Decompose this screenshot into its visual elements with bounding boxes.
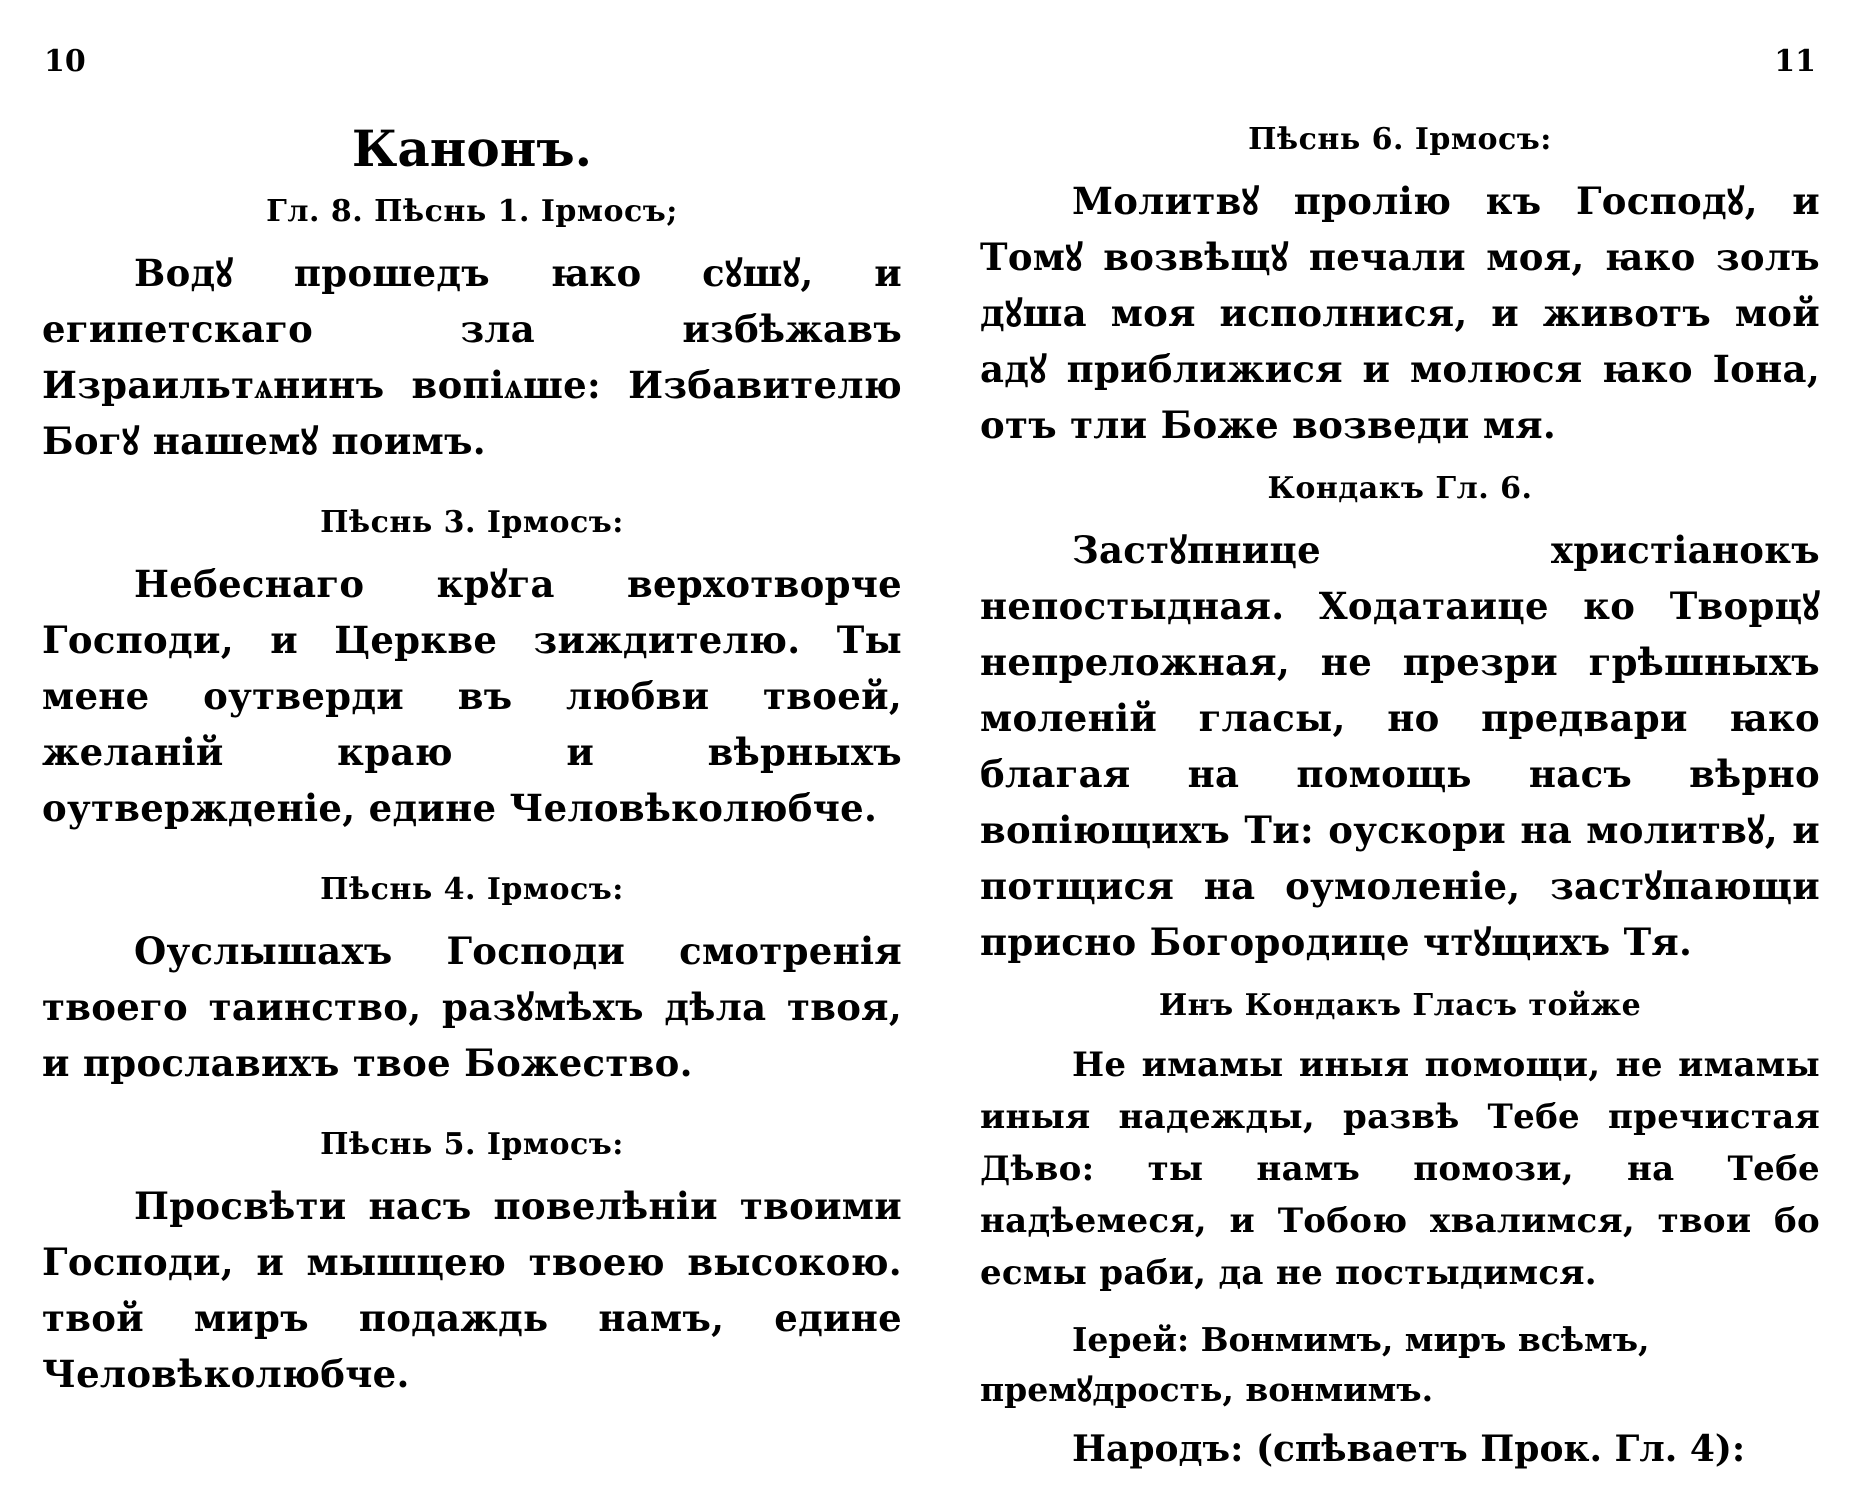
kontakion-heading: Кондакъ Гл. 6. [1267,471,1533,506]
other-kontakion-text: Не имамы иныя помощи, не имамы иныя надежды, развѣ Тебе пречистая Дѣво: ты намъ помози, на Тебе надѣемеся, и Тобою хвалимся, твои бо есмы раби, да не постыдимся. [980,1045,1820,1293]
left-page [42,120,902,1402]
priest-line: Іерей: Вонмимъ, миръ всѣмъ, премꙋдрость, вонмимъ. [980,1320,1650,1409]
ode-3-heading: Пѣснь 3. Ірмосъ: [320,504,624,540]
right-page [980,120,1820,1477]
ode-3-text: Небеснаго крꙋга верхотворче Господи, и Церкве зиждителю. Ты мене оутверди въ любви твоей, желаній краю и вѣрныхъ оутвержденіе, едине Человѣколюбче. [42,561,902,830]
canon-title: Канонъ. [351,119,593,178]
other-kontakion-heading: Инъ Кондакъ Гласъ тойже [1158,988,1642,1023]
ode-1-heading: Гл. 8. Пѣснь 1. Ірмосъ; [266,193,678,229]
page-number-right: 11 [1774,44,1816,79]
ode-4-text: Оуслышахъ Господи смотренія твоего таинство, разꙋмѣхъ дѣла твоя, и прославихъ твое Божество. [42,928,902,1085]
people-line: Народъ: (спѣваетъ Прок. Гл. 4): [1072,1428,1746,1470]
ode-4-heading: Пѣснь 4. Ірмосъ: [320,871,624,907]
page-number-left: 10 [44,44,86,79]
kontakion-text: Застꙋпнице христіанокъ непостыдная. Ходатаице ко Творцꙋ непреложная, не презри грѣшныхъ моленій гласы, но предвари ꙗко благая на помощь насъ вѣрно вопіющихъ Ти: оускори на молитвꙋ, и потщися на оумоленіе, застꙋпающи присно Богородице чтꙋщихъ Тя. [980,528,1820,964]
ode-5-heading: Пѣснь 5. Ірмосъ: [320,1126,624,1162]
ode-1-text: Водꙋ прошедъ ꙗко сꙋшꙋ, и египетскаго зла избѣжавъ Израильтѧнинъ вопіѧше: Избавителю Богꙋ нашемꙋ поимъ. [42,250,902,463]
ode-6-heading: Пѣснь 6. Ірмосъ: [1248,122,1552,157]
ode-5-text: Просвѣти насъ повелѣніи твоими Господи, и мышцею твоею высокою. твой миръ подаждь намъ, едине Человѣколюбче. [42,1183,902,1396]
ode-6-text: Молитвꙋ пролію къ Господꙋ, и Томꙋ возвѣщꙋ печали моя, ꙗко золъ дꙋша моя исполнися, и животъ мой адꙋ приближися и молюся ꙗко Іона, отъ тли Боже возведи мя. [980,179,1820,447]
